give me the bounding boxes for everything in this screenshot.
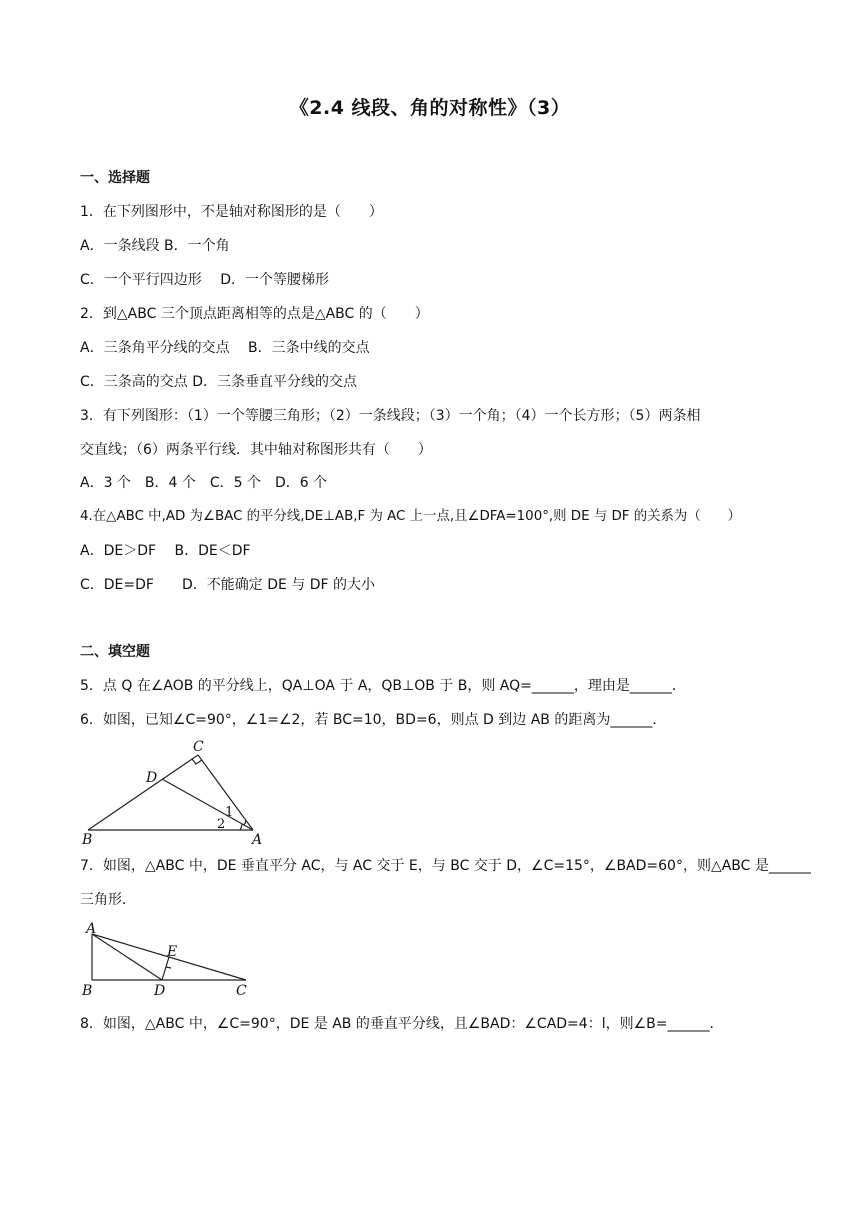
label-b: B: [82, 832, 93, 846]
question-3-line-2: 交直线；（6）两条平行线．其中轴对称图形共有（ ）: [80, 442, 432, 458]
section-heading-fill: 二、填空题: [80, 644, 150, 660]
label-angle-1: 1: [225, 805, 234, 820]
label-d: D: [154, 983, 166, 998]
question-6: 6．如图，已知∠C=90°，∠1=∠2，若 BC=10，BD=6，则点 D 到边 AB 的距离为______．: [80, 712, 667, 728]
figure-question-7: [80, 920, 255, 998]
question-4-options-ab: A．DE＞DF B．DE＜DF: [80, 543, 251, 559]
label-d: D: [146, 770, 158, 786]
segment-ad: [162, 779, 253, 830]
section-heading-choice: 一、选择题: [80, 170, 150, 186]
question-1: 1．在下列图形中，不是轴对称图形的是（ ）: [80, 204, 383, 220]
question-7-line-1: 7．如图，△ABC 中，DE 垂直平分 AC，与 AC 交于 E，与 BC 交于 D，∠C=15°，∠BAD=60°，则△ABC 是______: [80, 858, 811, 874]
question-5: 5．点 Q 在∠AOB 的平分线上，QA⊥OA 于 A，QB⊥OB 于 B，则 AQ=______，理由是______．: [80, 678, 686, 694]
question-7-line-2: 三角形．: [80, 892, 136, 908]
question-2-options-ab: A．三条角平分线的交点 B．三条中线的交点: [80, 340, 370, 356]
label-c: C: [236, 983, 247, 998]
segment-bc: [88, 755, 198, 830]
right-angle-mark: [192, 759, 202, 764]
segment-ad: [92, 934, 162, 980]
label-c: C: [193, 739, 204, 755]
question-1-options-ab: A．一条线段 B．一个角: [80, 238, 230, 254]
question-4-options-cd: C．DE=DF D．不能确定 DE 与 DF 的大小: [80, 577, 376, 593]
angle-arc-1: [244, 820, 246, 825]
page-title: 《2.4 线段、角的对称性》（3）: [289, 97, 571, 119]
question-1-options-cd: C．一个平行四边形 D．一个等腰梯形: [80, 272, 330, 288]
question-3-options: A．3 个 B．4 个 C．5 个 D．6 个: [80, 475, 328, 491]
label-e: E: [167, 944, 178, 960]
question-2: 2．到△ABC 三个顶点距离相等的点是△ABC 的（ ）: [80, 306, 429, 322]
label-a: A: [252, 832, 263, 846]
figure-question-6: [80, 738, 270, 846]
right-angle-mark: [166, 967, 171, 968]
question-8: 8．如图，△ABC 中，∠C=90°，DE 是 AB 的垂直平分线，且∠BAD：∠CAD=4：l，则∠B=______．: [80, 1016, 724, 1032]
label-a: A: [86, 921, 97, 937]
question-2-options-cd: C．三条高的交点 D．三条垂直平分线的交点: [80, 374, 358, 390]
angle-arc-2: [240, 824, 242, 830]
label-b: B: [82, 983, 93, 998]
segment-de: [162, 957, 169, 980]
question-3-line-1: 3．有下列图形：（1）一个等腰三角形；（2）一条线段；（3）一个角；（4）一个长方形；（5）两条相: [80, 408, 701, 424]
question-4: 4.在△ABC 中,AD 为∠BAC 的平分线,DE⊥AB,F 为 AC 上一点,且∠DFA=100°,则 DE 与 DF 的关系为（ ）: [80, 509, 741, 524]
label-angle-2: 2: [217, 817, 226, 832]
